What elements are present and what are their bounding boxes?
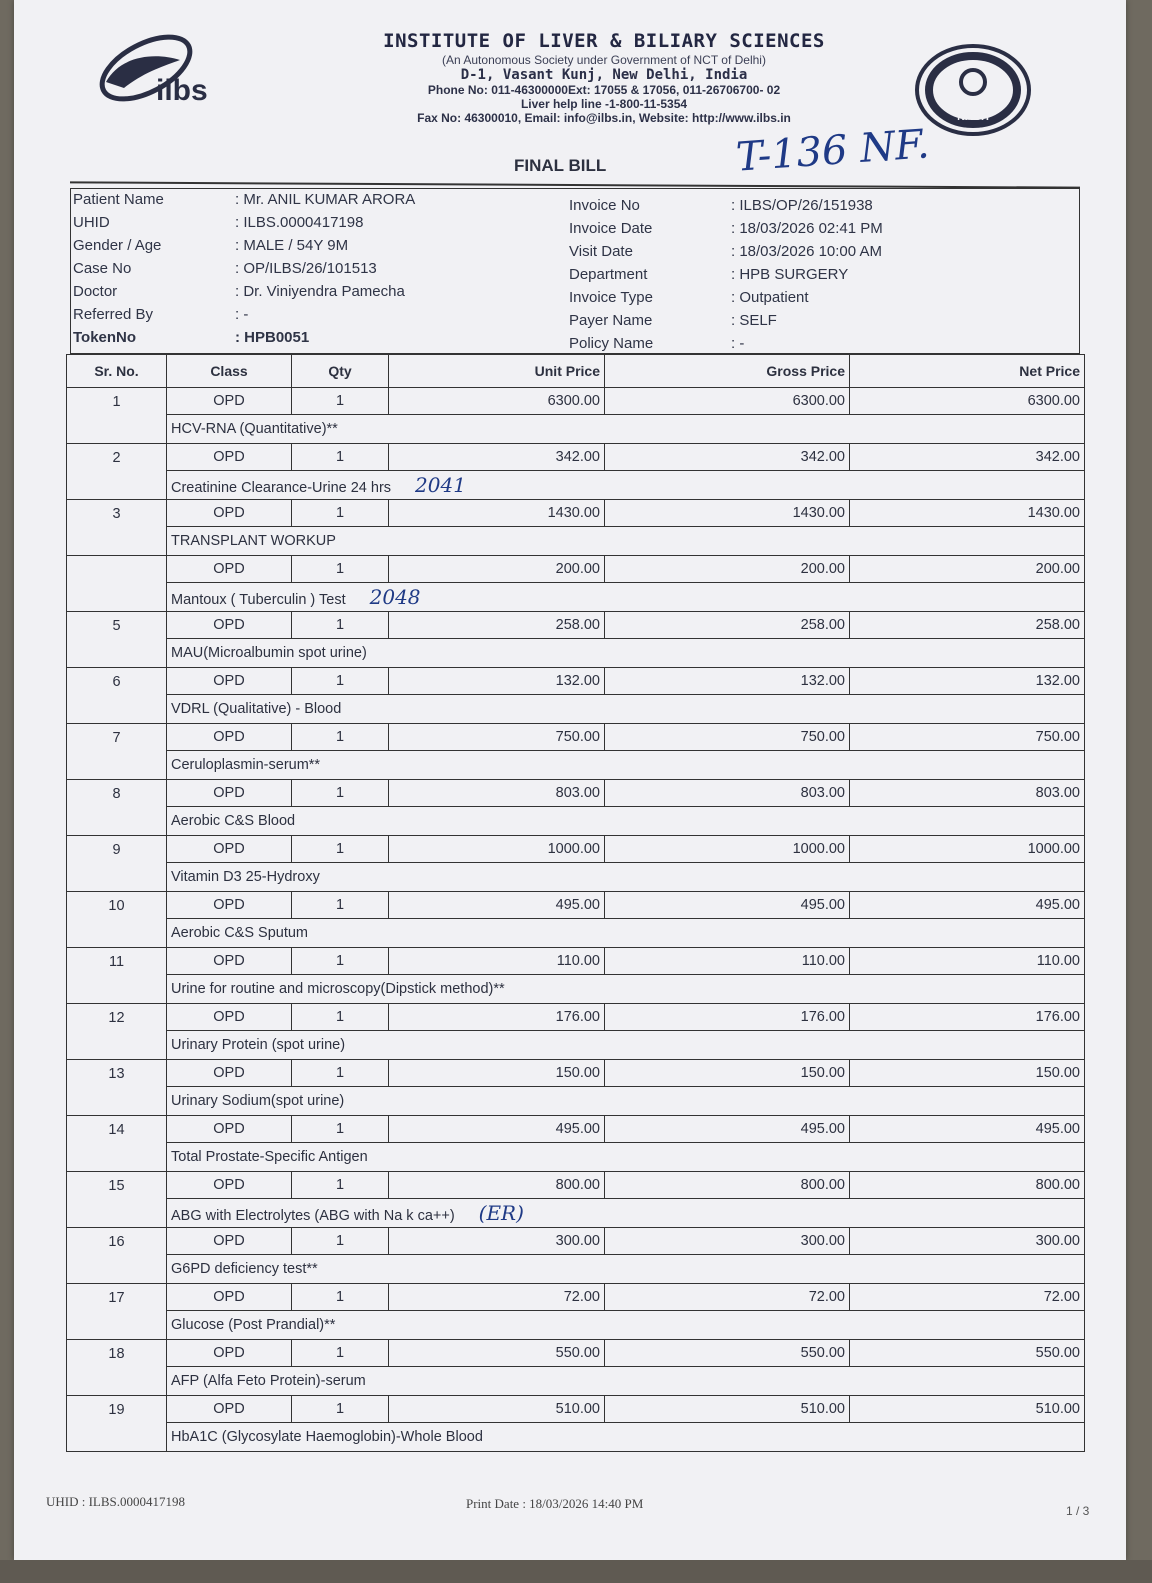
- bill-items-table: [66, 354, 1085, 1452]
- cell-gross-price: 800.00: [605, 1172, 850, 1199]
- item-description: G6PD deficiency test**: [171, 1261, 318, 1277]
- item-description: HbA1C (Glycosylate Haemoglobin)-Whole Blood: [171, 1429, 483, 1445]
- item-description: TRANSPLANT WORKUP: [171, 533, 336, 549]
- footer-uhid: UHID : ILBS.0000417198: [46, 1494, 186, 1509]
- item-description: Total Prostate-Specific Antigen: [171, 1149, 368, 1165]
- cell-net-price: 1000.00: [850, 836, 1085, 863]
- table-row: [67, 780, 1085, 807]
- cell-description: [167, 471, 1085, 500]
- table-row: [67, 1172, 1085, 1199]
- info-row: Case No : OP/ILBS/26/101513: [73, 260, 377, 277]
- cell-class: OPD: [167, 444, 292, 471]
- cell-class: OPD: [167, 1396, 292, 1423]
- cell-sr: 15: [67, 1172, 167, 1228]
- table-row: [67, 1116, 1085, 1143]
- cell-qty: 1: [292, 1060, 389, 1087]
- table-row-description: [67, 695, 1085, 724]
- table-row-description: [67, 863, 1085, 892]
- table-row-description: [67, 1423, 1085, 1452]
- cell-gross-price: 6300.00: [605, 388, 850, 415]
- cell-class: OPD: [167, 1004, 292, 1031]
- table-row-description: [67, 471, 1085, 500]
- table-row-description: [67, 1087, 1085, 1116]
- cell-qty: 1: [292, 1396, 389, 1423]
- cell-class: OPD: [167, 1060, 292, 1087]
- cell-class: OPD: [167, 612, 292, 639]
- table-row-description: [67, 1255, 1085, 1284]
- cell-qty: 1: [292, 948, 389, 975]
- cell-gross-price: 132.00: [605, 668, 850, 695]
- cell-sr: 8: [67, 780, 167, 836]
- table-row-description: [67, 1143, 1085, 1172]
- table-row: [67, 556, 1085, 583]
- cell-gross-price: 258.00: [605, 612, 850, 639]
- cell-gross-price: 510.00: [605, 1396, 850, 1423]
- cell-description: [167, 1031, 1085, 1060]
- cell-unit-price: 132.00: [389, 668, 605, 695]
- institute-subtitle: (An Autonomous Society under Government of NCT of Delhi): [442, 53, 766, 67]
- item-description: AFP (Alfa Feto Protein)-serum: [171, 1373, 366, 1389]
- cell-sr: 12: [67, 1004, 167, 1060]
- institute-address: D-1, Vasant Kunj, New Delhi, India: [460, 67, 748, 83]
- cell-net-price: 110.00: [850, 948, 1085, 975]
- cell-net-price: 176.00: [850, 1004, 1085, 1031]
- info-row: Visit Date : 18/03/2026 10:00 AM: [569, 243, 882, 260]
- logo-text: ilbs: [156, 74, 208, 107]
- table-row: [67, 1284, 1085, 1311]
- cell-qty: 1: [292, 836, 389, 863]
- cell-gross-price: 750.00: [605, 724, 850, 751]
- cell-qty: 1: [292, 1340, 389, 1367]
- handwritten-note: T-136 NF.: [734, 121, 931, 181]
- cell-gross-price: 1430.00: [605, 500, 850, 527]
- info-row: Doctor : Dr. Viniyendra Pamecha: [73, 283, 405, 300]
- table-row: [67, 892, 1085, 919]
- cell-unit-price: 1000.00: [389, 836, 605, 863]
- cell-qty: 1: [292, 724, 389, 751]
- cell-gross-price: 803.00: [605, 780, 850, 807]
- table-row: [67, 948, 1085, 975]
- nabh-seal-icon: [914, 44, 1032, 136]
- cell-description: [167, 639, 1085, 668]
- table-row-description: [67, 751, 1085, 780]
- cell-qty: 1: [292, 444, 389, 471]
- cell-unit-price: 510.00: [389, 1396, 605, 1423]
- info-row: Invoice No : ILBS/OP/26/151938: [569, 197, 873, 214]
- cell-sr: 10: [67, 892, 167, 948]
- cell-sr: 3: [67, 500, 167, 556]
- table-row-description: [67, 1311, 1085, 1340]
- cell-description: [167, 807, 1085, 836]
- item-description: VDRL (Qualitative) - Blood: [171, 701, 342, 717]
- table-row-description: [67, 919, 1085, 948]
- cell-net-price: 300.00: [850, 1228, 1085, 1255]
- cell-net-price: 510.00: [850, 1396, 1085, 1423]
- handwritten-annotation: (ER): [478, 1201, 524, 1225]
- info-row: UHID : ILBS.0000417198: [73, 214, 364, 231]
- cell-gross-price: 176.00: [605, 1004, 850, 1031]
- table-row-description: [67, 639, 1085, 668]
- handwritten-annotation: 2041: [415, 473, 466, 497]
- handwritten-annotation: 2048: [369, 585, 421, 609]
- item-description: Vitamin D3 25-Hydroxy: [171, 869, 320, 885]
- cell-sr: 19: [67, 1396, 167, 1452]
- cell-qty: 1: [292, 612, 389, 639]
- cell-gross-price: 550.00: [605, 1340, 850, 1367]
- table-row-description: [67, 975, 1085, 1004]
- cell-description: [167, 863, 1085, 892]
- cell-description: [167, 695, 1085, 724]
- cell-unit-price: 258.00: [389, 612, 605, 639]
- table-row: [67, 1396, 1085, 1423]
- info-row: Patient Name : Mr. ANIL KUMAR ARORA: [73, 191, 416, 208]
- table-row: [67, 724, 1085, 751]
- cell-unit-price: 6300.00: [389, 388, 605, 415]
- cell-gross-price: 342.00: [605, 444, 850, 471]
- cell-sr: 9: [67, 836, 167, 892]
- cell-unit-price: 72.00: [389, 1284, 605, 1311]
- cell-description: [167, 1367, 1085, 1396]
- cell-description: [167, 751, 1085, 780]
- cell-sr: 17: [67, 1284, 167, 1340]
- table-header-row: [67, 355, 1085, 388]
- cell-description: [167, 1087, 1085, 1116]
- footer-print-date: Print Date : 18/03/2026 14:40 PM: [466, 1496, 644, 1511]
- cell-unit-price: 495.00: [389, 1116, 605, 1143]
- cell-unit-price: 110.00: [389, 948, 605, 975]
- item-description: MAU(Microalbumin spot urine): [171, 645, 367, 661]
- table-row-description: [67, 807, 1085, 836]
- cell-net-price: 132.00: [850, 668, 1085, 695]
- cell-qty: 1: [292, 892, 389, 919]
- institute-fax: Fax No: 46300010, Email: info@ilbs.in, Website: http://www.ilbs.in: [417, 111, 791, 125]
- table-row: [67, 1340, 1085, 1367]
- item-description: Mantoux ( Tuberculin ) Test: [171, 592, 346, 608]
- cell-class: OPD: [167, 1116, 292, 1143]
- institute-header: [284, 30, 924, 125]
- table-row-description: [67, 1367, 1085, 1396]
- item-description: Ceruloplasmin-serum**: [171, 757, 321, 773]
- item-description: Aerobic C&S Blood: [171, 813, 296, 829]
- cell-unit-price: 750.00: [389, 724, 605, 751]
- cell-qty: 1: [292, 1004, 389, 1031]
- cell-description: [167, 415, 1085, 444]
- cell-sr: 1: [67, 388, 167, 444]
- cell-sr: [67, 556, 167, 612]
- cell-description: [167, 527, 1085, 556]
- table-row-description: [67, 527, 1085, 556]
- cell-class: OPD: [167, 1172, 292, 1199]
- cell-qty: 1: [292, 388, 389, 415]
- cell-net-price: 72.00: [850, 1284, 1085, 1311]
- cell-unit-price: 150.00: [389, 1060, 605, 1087]
- cell-qty: 1: [292, 500, 389, 527]
- cell-gross-price: 200.00: [605, 556, 850, 583]
- item-description: Urinary Protein (spot urine): [171, 1037, 346, 1053]
- col-header-gross-price: Gross Price: [605, 355, 850, 388]
- cell-gross-price: 150.00: [605, 1060, 850, 1087]
- table-row: [67, 836, 1085, 863]
- col-header-unit-price: Unit Price: [389, 355, 605, 388]
- cell-unit-price: 495.00: [389, 892, 605, 919]
- cell-unit-price: 800.00: [389, 1172, 605, 1199]
- info-row: Invoice Type : Outpatient: [569, 289, 809, 306]
- cell-class: OPD: [167, 668, 292, 695]
- cell-gross-price: 300.00: [605, 1228, 850, 1255]
- cell-sr: 5: [67, 612, 167, 668]
- cell-description: [167, 1199, 1085, 1228]
- cell-net-price: 750.00: [850, 724, 1085, 751]
- cell-qty: 1: [292, 1228, 389, 1255]
- table-row-description: [67, 1031, 1085, 1060]
- cell-sr: 13: [67, 1060, 167, 1116]
- institute-name: INSTITUTE OF LIVER & BILIARY SCIENCES: [383, 30, 825, 52]
- cell-sr: 2: [67, 444, 167, 500]
- cell-unit-price: 1430.00: [389, 500, 605, 527]
- background-surface: [0, 1560, 1152, 1583]
- institute-phone: Phone No: 011-46300000Ext: 17055 & 17056, 011-26706700- 02: [427, 83, 781, 97]
- col-header-class: Class: [167, 355, 292, 388]
- cell-net-price: 6300.00: [850, 388, 1085, 415]
- cell-gross-price: 72.00: [605, 1284, 850, 1311]
- table-row: [67, 1060, 1085, 1087]
- cell-net-price: 800.00: [850, 1172, 1085, 1199]
- cell-qty: 1: [292, 668, 389, 695]
- cell-class: OPD: [167, 1284, 292, 1311]
- cell-unit-price: 300.00: [389, 1228, 605, 1255]
- info-row: Referred By : -: [73, 306, 249, 323]
- item-description: Aerobic C&S Sputum: [171, 925, 309, 941]
- cell-class: OPD: [167, 556, 292, 583]
- cell-gross-price: 1000.00: [605, 836, 850, 863]
- bill-sheet: [14, 0, 1126, 1560]
- table-row: [67, 444, 1085, 471]
- cell-qty: 1: [292, 780, 389, 807]
- info-row: Invoice Date : 18/03/2026 02:41 PM: [569, 220, 883, 237]
- cell-net-price: 342.00: [850, 444, 1085, 471]
- info-row: TokenNo : HPB0051: [73, 329, 310, 346]
- col-header-qty: Qty: [292, 355, 389, 388]
- cell-net-price: 200.00: [850, 556, 1085, 583]
- cell-net-price: 495.00: [850, 1116, 1085, 1143]
- cell-class: OPD: [167, 948, 292, 975]
- cell-net-price: 258.00: [850, 612, 1085, 639]
- item-description: ABG with Electrolytes (ABG with Na k ca++): [171, 1208, 455, 1224]
- info-row: Department : HPB SURGERY: [569, 266, 849, 283]
- cell-unit-price: 200.00: [389, 556, 605, 583]
- cell-class: OPD: [167, 500, 292, 527]
- cell-description: [167, 1143, 1085, 1172]
- cell-class: OPD: [167, 388, 292, 415]
- table-row-description: [67, 415, 1085, 444]
- table-row-description: [67, 1199, 1085, 1228]
- table-row: [67, 1004, 1085, 1031]
- cell-net-price: 1430.00: [850, 500, 1085, 527]
- cell-unit-price: 342.00: [389, 444, 605, 471]
- patient-info-box: [70, 188, 1080, 354]
- col-header-net-price: Net Price: [850, 355, 1085, 388]
- cell-class: OPD: [167, 836, 292, 863]
- table-row: [67, 612, 1085, 639]
- cell-description: [167, 1423, 1085, 1452]
- cell-net-price: 803.00: [850, 780, 1085, 807]
- info-row: Gender / Age : MALE / 54Y 9M: [73, 237, 349, 254]
- cell-sr: 14: [67, 1116, 167, 1172]
- table-row: [67, 500, 1085, 527]
- item-description: Urinary Sodium(spot urine): [171, 1093, 345, 1109]
- cell-sr: 16: [67, 1228, 167, 1284]
- info-row: Payer Name : SELF: [569, 312, 777, 329]
- cell-description: [167, 583, 1085, 612]
- cell-gross-price: 110.00: [605, 948, 850, 975]
- item-description: Urine for routine and microscopy(Dipstick method)**: [171, 981, 505, 997]
- cell-description: [167, 975, 1085, 1004]
- table-row: [67, 668, 1085, 695]
- cell-unit-price: 550.00: [389, 1340, 605, 1367]
- cell-description: [167, 919, 1085, 948]
- cell-qty: 1: [292, 1116, 389, 1143]
- cell-unit-price: 803.00: [389, 780, 605, 807]
- cell-sr: 18: [67, 1340, 167, 1396]
- institute-helpline: Liver help line -1-800-11-5354: [520, 97, 688, 111]
- cell-net-price: 550.00: [850, 1340, 1085, 1367]
- cell-class: OPD: [167, 780, 292, 807]
- cell-qty: 1: [292, 556, 389, 583]
- table-row-description: [67, 583, 1085, 612]
- table-row: [67, 1228, 1085, 1255]
- cell-sr: 6: [67, 668, 167, 724]
- item-description: Creatinine Clearance-Urine 24 hrs: [171, 480, 392, 496]
- cell-class: OPD: [167, 1340, 292, 1367]
- cell-qty: 1: [292, 1284, 389, 1311]
- cell-description: [167, 1311, 1085, 1340]
- cell-gross-price: 495.00: [605, 892, 850, 919]
- item-description: HCV-RNA (Quantitative)**: [171, 421, 338, 437]
- info-row: Policy Name : -: [569, 335, 745, 352]
- cell-gross-price: 495.00: [605, 1116, 850, 1143]
- document-title: FINAL BILL: [514, 156, 607, 175]
- footer-page-number: 1 / 3: [1066, 1504, 1090, 1518]
- cell-net-price: 495.00: [850, 892, 1085, 919]
- cell-sr: 7: [67, 724, 167, 780]
- table-row: [67, 388, 1085, 415]
- cell-sr: 11: [67, 948, 167, 1004]
- cell-qty: 1: [292, 1172, 389, 1199]
- cell-class: OPD: [167, 892, 292, 919]
- cell-net-price: 150.00: [850, 1060, 1085, 1087]
- seal-text: NABH: [957, 111, 989, 123]
- cell-class: OPD: [167, 724, 292, 751]
- item-description: Glucose (Post Prandial)**: [171, 1317, 336, 1333]
- cell-description: [167, 1255, 1085, 1284]
- cell-class: OPD: [167, 1228, 292, 1255]
- cell-unit-price: 176.00: [389, 1004, 605, 1031]
- col-header-sr: Sr. No.: [67, 355, 167, 388]
